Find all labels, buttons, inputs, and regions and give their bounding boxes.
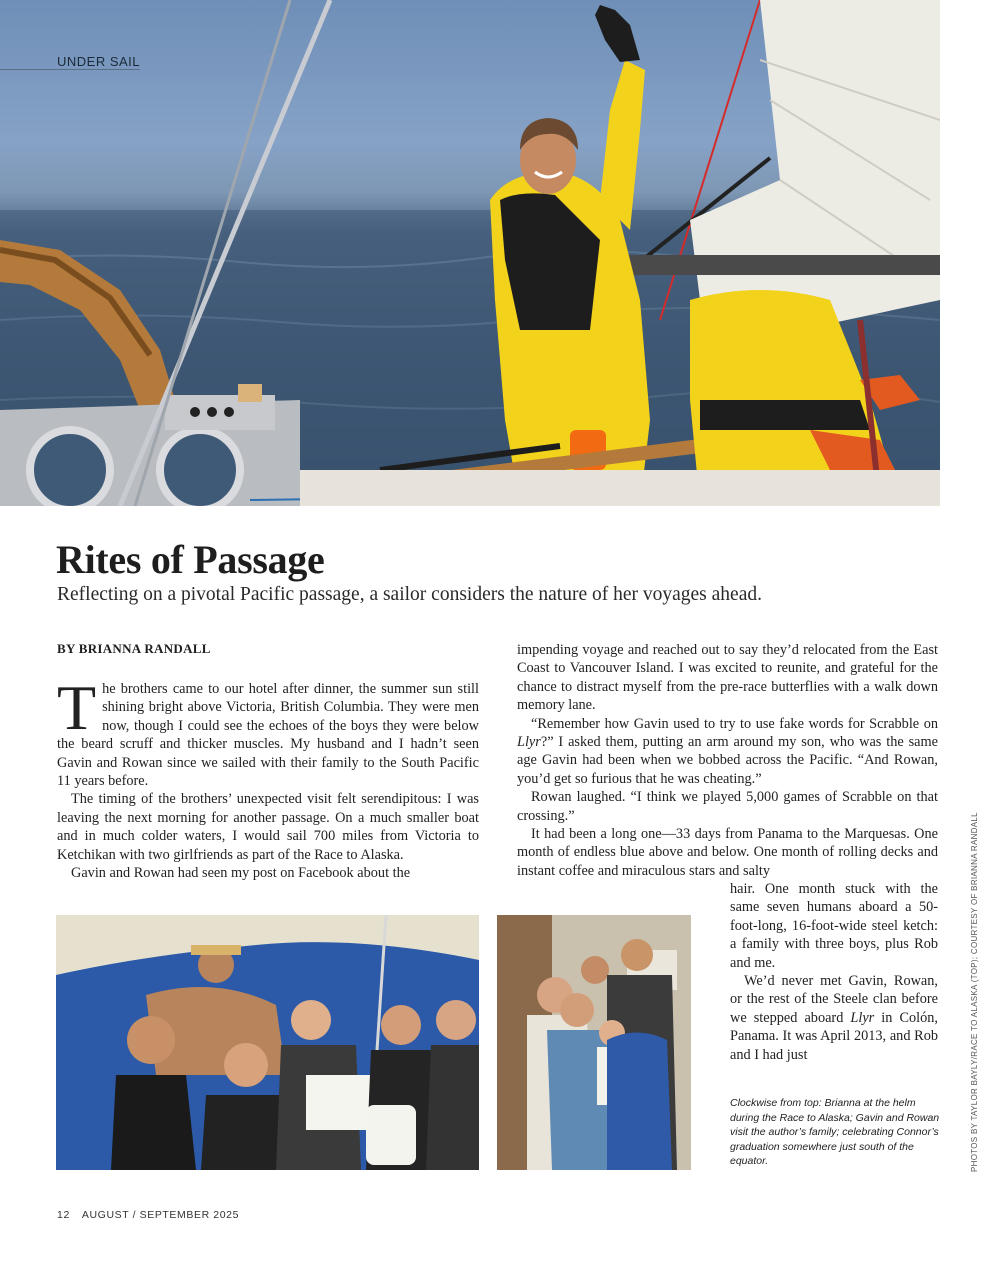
paragraph-text: in Colón, Panama. It was April 2013, and Rob and I had just — [730, 1009, 939, 1063]
family-reunion-photo — [497, 915, 691, 1170]
section-rule — [0, 69, 140, 70]
body-paragraph: It had been a long one—33 days from Panama to the Marquesas. One month of endless blue above and below. One month of rolling decks and instant coffee and miraculous stars and salty — [517, 826, 938, 879]
byline: BY BRIANNA RANDALL — [57, 641, 211, 656]
boat-crew-photo — [56, 915, 479, 1170]
paragraph-text: ?” I asked them, putting an arm around my son, who was the same age Gavin had been when we bobbed across the Pacific. “And Rowan, you’d get so furious that he was cheating.” — [517, 734, 938, 787]
body-paragraph: impending voyage and reached out to say they’d relocated from the East Coast to Vancouver Island. I was excited to reunite, and grateful for the chance to distract myself from the pre-race butterflies with a walk down memory lane. — [517, 642, 938, 714]
boat-name: Llyr — [517, 734, 541, 751]
photo-credit: PHOTOS BY TAYLOR BAYLY/RACE TO ALASKA (TOP); COURTESY OF BRIANNA RANDALL — [970, 812, 979, 1172]
body-column-2 — [517, 641, 938, 880]
body-paragraph — [57, 672, 479, 790]
boat-name: Llyr — [850, 1009, 875, 1026]
body-paragraph — [517, 715, 938, 789]
drop-cap: T — [57, 672, 97, 743]
family-reunion-illustration — [497, 915, 691, 1170]
body-paragraph — [730, 972, 938, 1064]
article-title: Rites of Passage — [56, 537, 325, 582]
body-column-1 — [57, 672, 479, 882]
body-paragraph: Gavin and Rowan had seen my post on Facebook about the — [71, 865, 411, 882]
body-paragraph: The timing of the brothers’ unexpected visit felt serendipitous: I was leaving the next morning for another passage. On a much smaller boat and in much colder waters, I would sail 700 miles from Victoria to Ketchikan with two girlfriends as part of the Race to Alaska. — [57, 791, 479, 863]
body-paragraph: hair. One month stuck with the same seven humans aboard a 50-foot-long, 16-foot-wide steel ketch: a family with three boys, plus Rob and me. — [730, 881, 938, 971]
photo-caption: Clockwise from top: Brianna at the helm during the Race to Alaska; Gavin and Rowan visit the author’s family; celebrating Connor’s graduation somewhere just south of the equator. — [730, 1097, 940, 1168]
article-dek: Reflecting on a pivotal Pacific passage, a sailor considers the nature of her voyages ahead. — [57, 584, 762, 605]
section-label: UNDER SAIL — [57, 54, 141, 69]
body-paragraph: Rowan laughed. “I think we played 5,000 games of Scrabble on that crossing.” — [517, 789, 938, 824]
paragraph-text: We’d never met Gavin, Rowan, or the rest of the Steele clan before we stepped aboard — [730, 973, 938, 1026]
hero-photo-illustration — [0, 0, 940, 506]
page-number: 12 — [57, 1209, 70, 1221]
issue-date: AUGUST / SEPTEMBER 2025 — [81, 1209, 240, 1221]
paragraph-text: he brothers came to our hotel after dinner, the summer sun still shining bright above Victoria, British Columbia. They were men now, though I could see the echoes of the boys they were below the beard scruff and thicker muscles. My husband and I hadn’t seen Gavin and Rowan since we sailed with their family to the South Pacific 11 years before. — [57, 681, 479, 790]
paragraph-text: “Remember how Gavin used to try to use fake words for Scrabble on — [531, 715, 938, 732]
boat-crew-illustration — [56, 915, 479, 1170]
body-column-3 — [730, 880, 938, 1064]
page-folio — [57, 1209, 251, 1221]
hero-photo — [0, 0, 940, 506]
